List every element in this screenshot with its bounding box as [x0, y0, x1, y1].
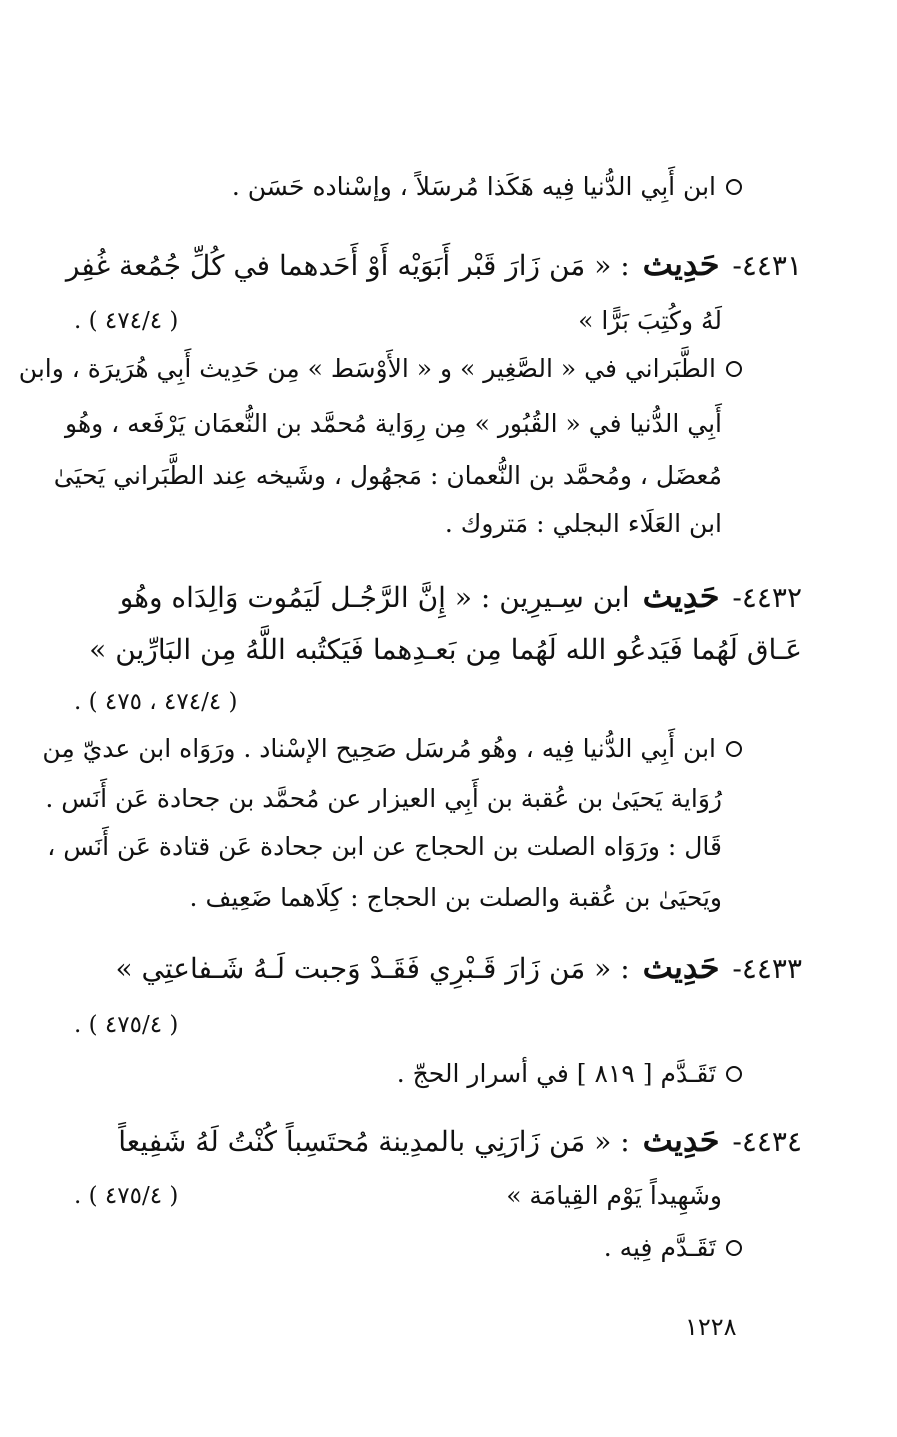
hadith-number: ٤٤٣١-: [732, 249, 802, 282]
circle-bullet-icon: [726, 1066, 742, 1082]
circle-bullet-icon: [726, 1240, 742, 1256]
hadith-4433-heading: [70, 943, 802, 993]
commentary-line: ابن أَبِي الدُّنيا فِيه ، وهُو مُرسَل صَحِيح الإسْناد . ورَوَاه ابن عديّ مِن: [70, 725, 742, 773]
hadith-text: : « مَن زَارَنِي بالمدِينة مُحتَسِباً كُنْتُ لَهُ شَفِيعاً: [118, 1125, 630, 1158]
hadith-continuation: لَهُ وكُتِبَ بَرًّا »: [578, 306, 722, 335]
hadith-number: ٤٤٣٢-: [732, 581, 802, 614]
commentary-line: تَقَـدَّم [ ٨١٩ ] في أسرار الحجّ .: [70, 1050, 742, 1098]
hadith-label: حَدِيث: [642, 948, 720, 986]
hadith-4431-heading: [65, 240, 802, 290]
commentary-line: مُعضَل ، ومُحمَّد بن النُّعمان : مَجهُول ، وشَيخه عِند الطَّبَراني يَحيَىٰ: [53, 461, 722, 490]
text-line: ابن أَبِي الدُّنيا فِيه هَكَذا مُرسَلاً ، وإسْناده حَسَن .: [70, 163, 742, 211]
hadith-continuation: عَـاق لَهُما فَيَدعُو الله لَهُما مِن بَعـدِهما فَيَكتُبه اللَّهُ مِن البَارِّين »: [89, 633, 802, 666]
hadith-label: حَدِيث: [642, 577, 720, 615]
reference: ( ٤٧٥/٤ ) .: [74, 1183, 179, 1209]
hadith-text: ابن سِـيرِين : « إِنَّ الرَّجُـل لَيَمُوت وَالِدَاه وهُو: [119, 581, 630, 614]
hadith-number: ٤٤٣٤-: [732, 1125, 802, 1158]
circle-bullet-icon: [726, 179, 742, 195]
commentary-line: رُوَاية يَحيَىٰ بن عُقبة بن أَبِي العيزار عن مُحمَّد بن جحادة عَن أَنَس .: [45, 784, 722, 813]
commentary-line: ابن العَلَاء البجلي : مَتروك .: [444, 509, 722, 538]
circle-bullet-icon: [726, 741, 742, 757]
hadith-text: : « مَن زَارَ قَبْر أَبَوَيْه أَوْ أَحَدهما في كُلِّ جُمُعة غُفِر: [65, 249, 630, 282]
hadith-4432-heading: [70, 572, 802, 622]
hadith-number: ٤٤٣٣-: [732, 952, 802, 985]
commentary-line: قَال : ورَوَاه الصلت بن الحجاج عن ابن جحادة عَن قتادة عَن أَنَس ،: [47, 832, 722, 861]
reference: ( ٤٧٤/٤ ، ٤٧٥ ) .: [74, 689, 238, 715]
commentary-line: تَقَـدَّم فِيه .: [70, 1224, 742, 1272]
commentary-line: الطَّبَراني في « الصَّغِير » و « الأَوْسَط » مِن حَدِيث أَبِي هُرَيرَة ، وابن: [70, 345, 742, 393]
circle-bullet-icon: [726, 361, 742, 377]
commentary-line: أَبِي الدُّنيا في « القُبُور » مِن رِوَاية مُحمَّد بن النُّعمَان يَرْفَعه ، وهُو: [65, 409, 722, 438]
hadith-label: حَدِيث: [642, 1121, 720, 1159]
hadith-4434-heading: [70, 1116, 802, 1166]
reference: ( ٤٧٥/٤ ) .: [74, 1012, 179, 1038]
commentary-line: ويَحيَىٰ بن عُقبة والصلت بن الحجاج : كِلَاهما ضَعِيف .: [189, 883, 722, 912]
hadith-label: حَدِيث: [642, 245, 720, 283]
hadith-text: : « مَن زَارَ قَـبْرِي فَقَـدْ وَجبت لَـهُ شَـفاعتِي »: [115, 952, 630, 985]
hadith-continuation: وشَهِيداً يَوْم القِيامَة »: [506, 1181, 722, 1210]
page-number: ١٢٢٨: [685, 1313, 737, 1341]
reference: ( ٤٧٤/٤ ) .: [74, 308, 179, 334]
